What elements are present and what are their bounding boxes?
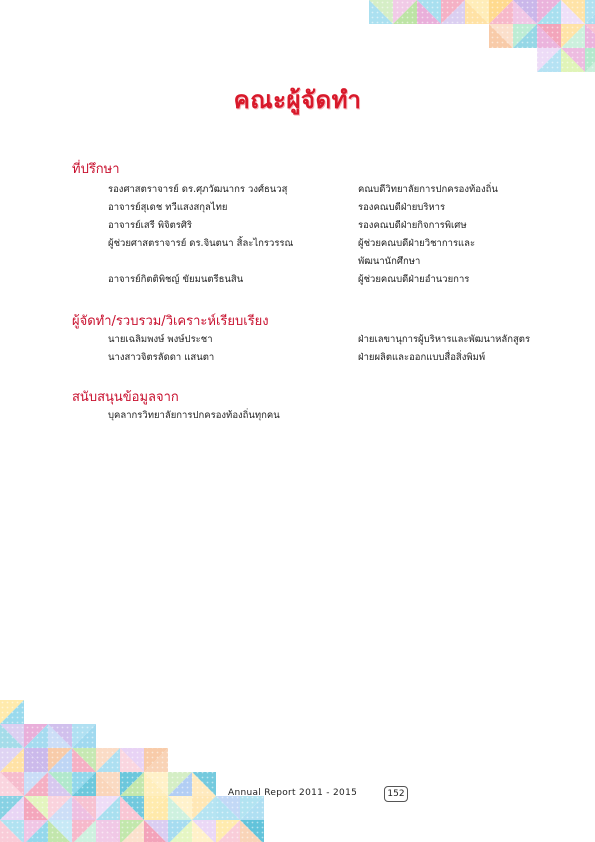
section-heading-advisors: ที่ปรึกษา xyxy=(72,162,120,177)
advisor-name: ผู้ช่วยศาสตราจารย์ ดร.จินตนา สิ้ละไกรวรรณ xyxy=(108,238,294,249)
section-heading-editors: ผู้จัดทำ/รวบรวม/วิเคราะห์เรียบเรียง xyxy=(72,314,269,329)
advisor-role: คณบดีวิทยาลัยการปกครองท้องถิ่น xyxy=(358,184,498,195)
editor-name: นางสาวจิตรลัดดา แสนตา xyxy=(108,352,215,363)
advisor-role: ผู้ช่วยคณบดีฝ่ายวิชาการและ xyxy=(358,238,476,249)
advisor-name: อาจารย์เสรี พิจิตรศิริ xyxy=(108,220,193,231)
advisor-role-continued: พัฒนานักศึกษา xyxy=(358,256,421,267)
advisor-role: รองคณบดีฝ่ายบริหาร xyxy=(358,202,446,213)
editor-role: ฝ่ายผลิตและออกแบบสื่อสิ่งพิมพ์ xyxy=(358,352,486,363)
support-text: บุคลากรวิทยาลัยการปกครองท้องถิ่นทุกคน xyxy=(108,410,280,421)
section-heading-support: สนับสนุนข้อมูลจาก xyxy=(72,390,179,405)
page-title: คณะผู้จัดทำ xyxy=(233,86,362,114)
advisor-role: ผู้ช่วยคณบดีฝ่ายอำนวยการ xyxy=(358,274,470,285)
editor-name: นายเฉลิมพงษ์ พงษ์ประชา xyxy=(108,334,213,345)
advisor-name: รองศาสตราจารย์ ดร.ศุภวัฒนากร วงศ์ธนวสุ xyxy=(108,184,288,195)
advisor-name: อาจารย์กิตติพิชญ์ ขัยมนตรีธนสิน xyxy=(108,274,244,285)
page-number: 152 xyxy=(384,786,408,802)
advisor-role: รองคณบดีฝ่ายกิจการพิเศษ xyxy=(358,220,467,231)
footer-report-label: Annual Report 2011 - 2015 xyxy=(228,788,358,798)
editor-role: ฝ่ายเลขานุการผู้บริหารและพัฒนาหลักสูตร xyxy=(358,334,531,345)
advisor-name: อาจารย์สุเดช ทวีแสงสกุลไทย xyxy=(108,202,228,213)
